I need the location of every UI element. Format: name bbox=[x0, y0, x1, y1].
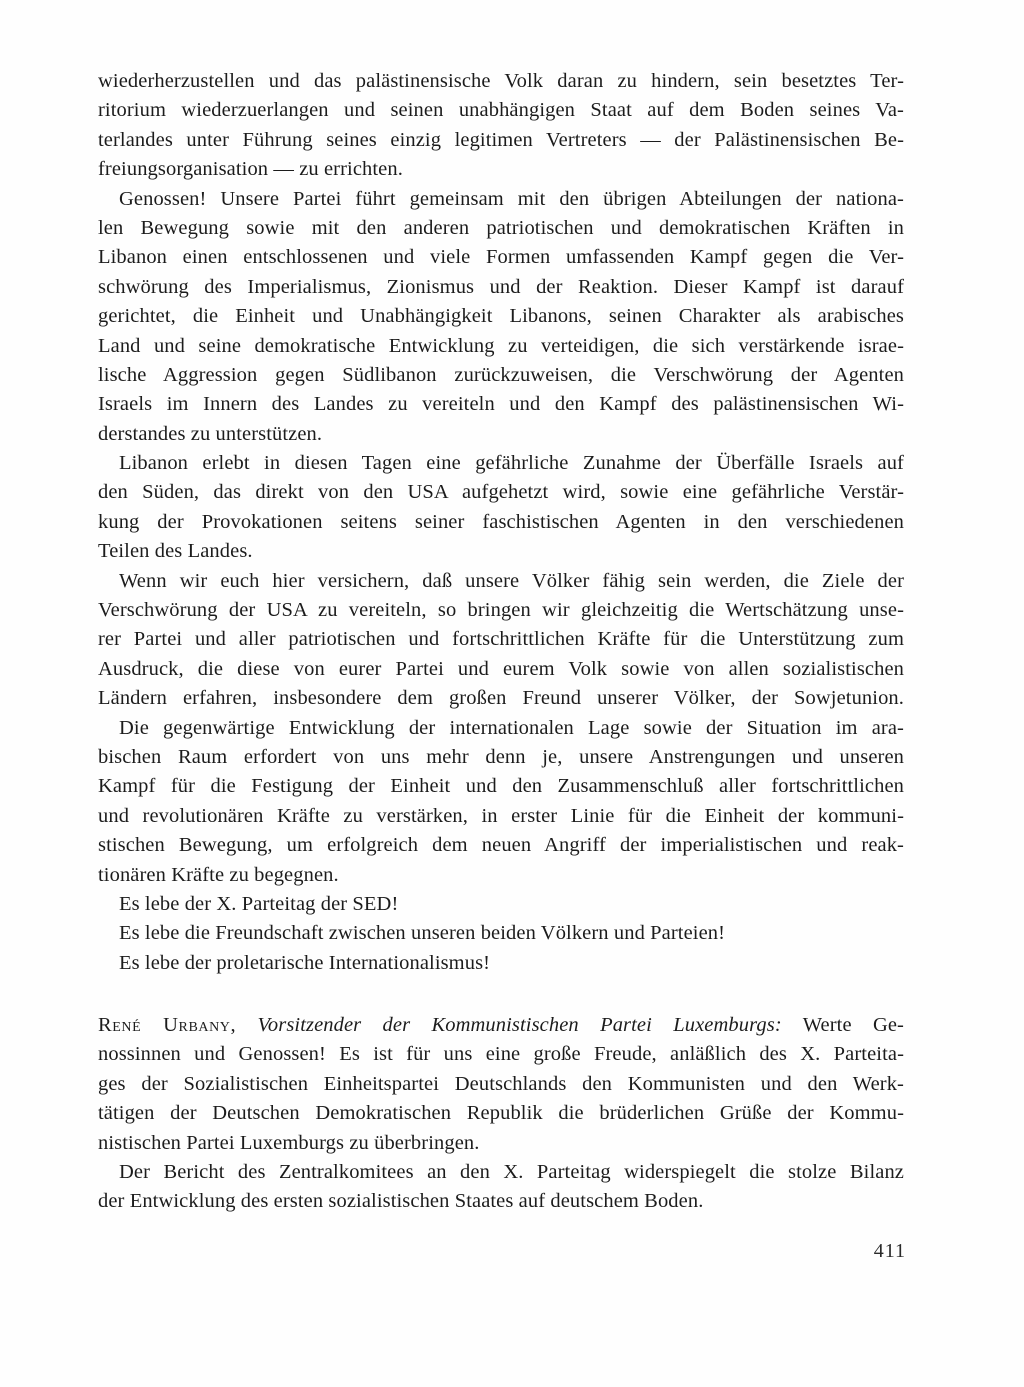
text-line: Ausdruck, die diese von eurer Partei und eurem Volk sowie von allen sozialistischen bbox=[98, 657, 904, 680]
text-line: gerichtet, die Einheit und Unabhängigkeit Libanons, seinen Charakter als arabisches bbox=[98, 305, 904, 328]
text-line: stischen Bewegung, um erfolgreich dem neuen Angriff der imperialistischen und reak- bbox=[98, 834, 904, 857]
text-line: den Süden, das direkt von den USA aufgehetzt wird, sowie eine gefährliche Verstär- bbox=[98, 481, 904, 504]
text-line: Land und seine demokratische Entwicklung zu verteidigen, die sich verstärkende israe- bbox=[98, 334, 904, 357]
speech-text-block-2 bbox=[98, 1011, 904, 1217]
paragraph-start-line: Die gegenwärtige Entwicklung der internationalen Lage sowie der Situation im ara- bbox=[119, 716, 904, 739]
text-line: freiungsorganisation — zu errichten. bbox=[98, 158, 403, 181]
text-line: terlandes unter Führung seines einzig legitimen Vertreters — der Palästinensischen Be- bbox=[98, 128, 904, 151]
speaker-intro-text: Werte Ge- bbox=[802, 1014, 904, 1036]
text-line: nossinnen und Genossen! Es ist für uns eine große Freude, anläßlich des X. Parteita- bbox=[98, 1043, 904, 1066]
page-number: 411 bbox=[873, 1240, 906, 1262]
paragraph-start-line: Der Bericht des Zentralkomitees an den X. Parteitag widerspiegelt die stolze Bilanz bbox=[119, 1160, 904, 1183]
closing-slogan-line: Es lebe der X. Parteitag der SED! bbox=[119, 892, 399, 915]
text-line: und revolutionären Kräfte zu verstärken, in erster Linie für die Einheit der kommuni- bbox=[98, 804, 904, 827]
closing-slogan-line: Es lebe die Freundschaft zwischen unseren beiden Völkern und Parteien! bbox=[119, 922, 726, 945]
text-line: derstandes zu unterstützen. bbox=[98, 422, 323, 445]
closing-slogan-line: Es lebe der proletarische Internationalismus! bbox=[119, 951, 491, 974]
text-line: Verschwörung der USA zu vereiteln, so bringen wir gleichzeitig die Wertschätzung unse- bbox=[98, 599, 904, 622]
text-line: lische Aggression gegen Südlibanon zurückzuweisen, die Verschwörung der Agenten bbox=[98, 363, 904, 386]
paragraph-start-line: Genossen! Unsere Partei führt gemeinsam mit den übrigen Abteilungen der nationa- bbox=[119, 187, 904, 210]
text-line: tionären Kräfte zu begegnen. bbox=[98, 863, 339, 886]
text-line: ritorium wiederzuerlangen und seinen unabhängigen Staat auf dem Boden seines Va- bbox=[98, 99, 904, 122]
speech-text-block bbox=[98, 67, 904, 978]
text-line: Teilen des Landes. bbox=[98, 540, 253, 563]
text-line: nistischen Partei Luxemburgs zu überbringen. bbox=[98, 1131, 480, 1154]
text-line: tätigen der Deutschen Demokratischen Republik die brüderlichen Grüße der Kommu- bbox=[98, 1102, 904, 1125]
speaker-intro-line bbox=[98, 1011, 904, 1040]
text-line: ges der Sozialistischen Einheitspartei Deutschlands den Kommunisten und den Werk- bbox=[98, 1072, 904, 1095]
paragraph-start-line: Wenn wir euch hier versichern, daß unsere Völker fähig sein werden, die Ziele der bbox=[119, 569, 904, 592]
text-line: wiederherzustellen und das palästinensische Volk daran zu hindern, sein besetztes Ter- bbox=[98, 70, 904, 92]
text-line: Kampf für die Festigung der Einheit und den Zusammenschluß aller fortschrittlichen bbox=[98, 775, 904, 798]
text-line: Israels im Innern des Landes zu vereiteln und den Kampf des palästinensischen Wi- bbox=[98, 393, 904, 416]
speaker-name: René Urbany, bbox=[98, 1014, 237, 1036]
text-line: kung der Provokationen seitens seiner faschistischen Agenten in den verschiedenen bbox=[98, 510, 904, 533]
speaker-role: Vorsitzender der Kommunistischen Partei Luxemburgs: bbox=[257, 1014, 782, 1036]
text-line: rer Partei und aller patriotischen und fortschrittlichen Kräfte für die Unterstützung zum bbox=[98, 628, 904, 651]
text-line: der Entwicklung des ersten sozialistischen Staates auf deutschem Boden. bbox=[98, 1190, 704, 1213]
text-line: bischen Raum erfordert von uns mehr denn je, unsere Anstrengungen und unseren bbox=[98, 745, 904, 768]
text-line: Libanon einen entschlossenen und viele Formen umfassenden Kampf gegen die Ver- bbox=[98, 246, 904, 269]
text-line: len Bewegung sowie mit den anderen patriotischen und demokratischen Kräften in bbox=[98, 216, 904, 239]
text-line: schwörung des Imperialismus, Zionismus und der Reaktion. Dieser Kampf ist darauf bbox=[98, 275, 904, 298]
paragraph-start-line: Libanon erlebt in diesen Tagen eine gefährliche Zunahme der Überfälle Israels auf bbox=[119, 452, 904, 475]
text-line: Ländern erfahren, insbesondere dem großen Freund unserer Völker, der Sowjetunion. bbox=[98, 687, 904, 710]
